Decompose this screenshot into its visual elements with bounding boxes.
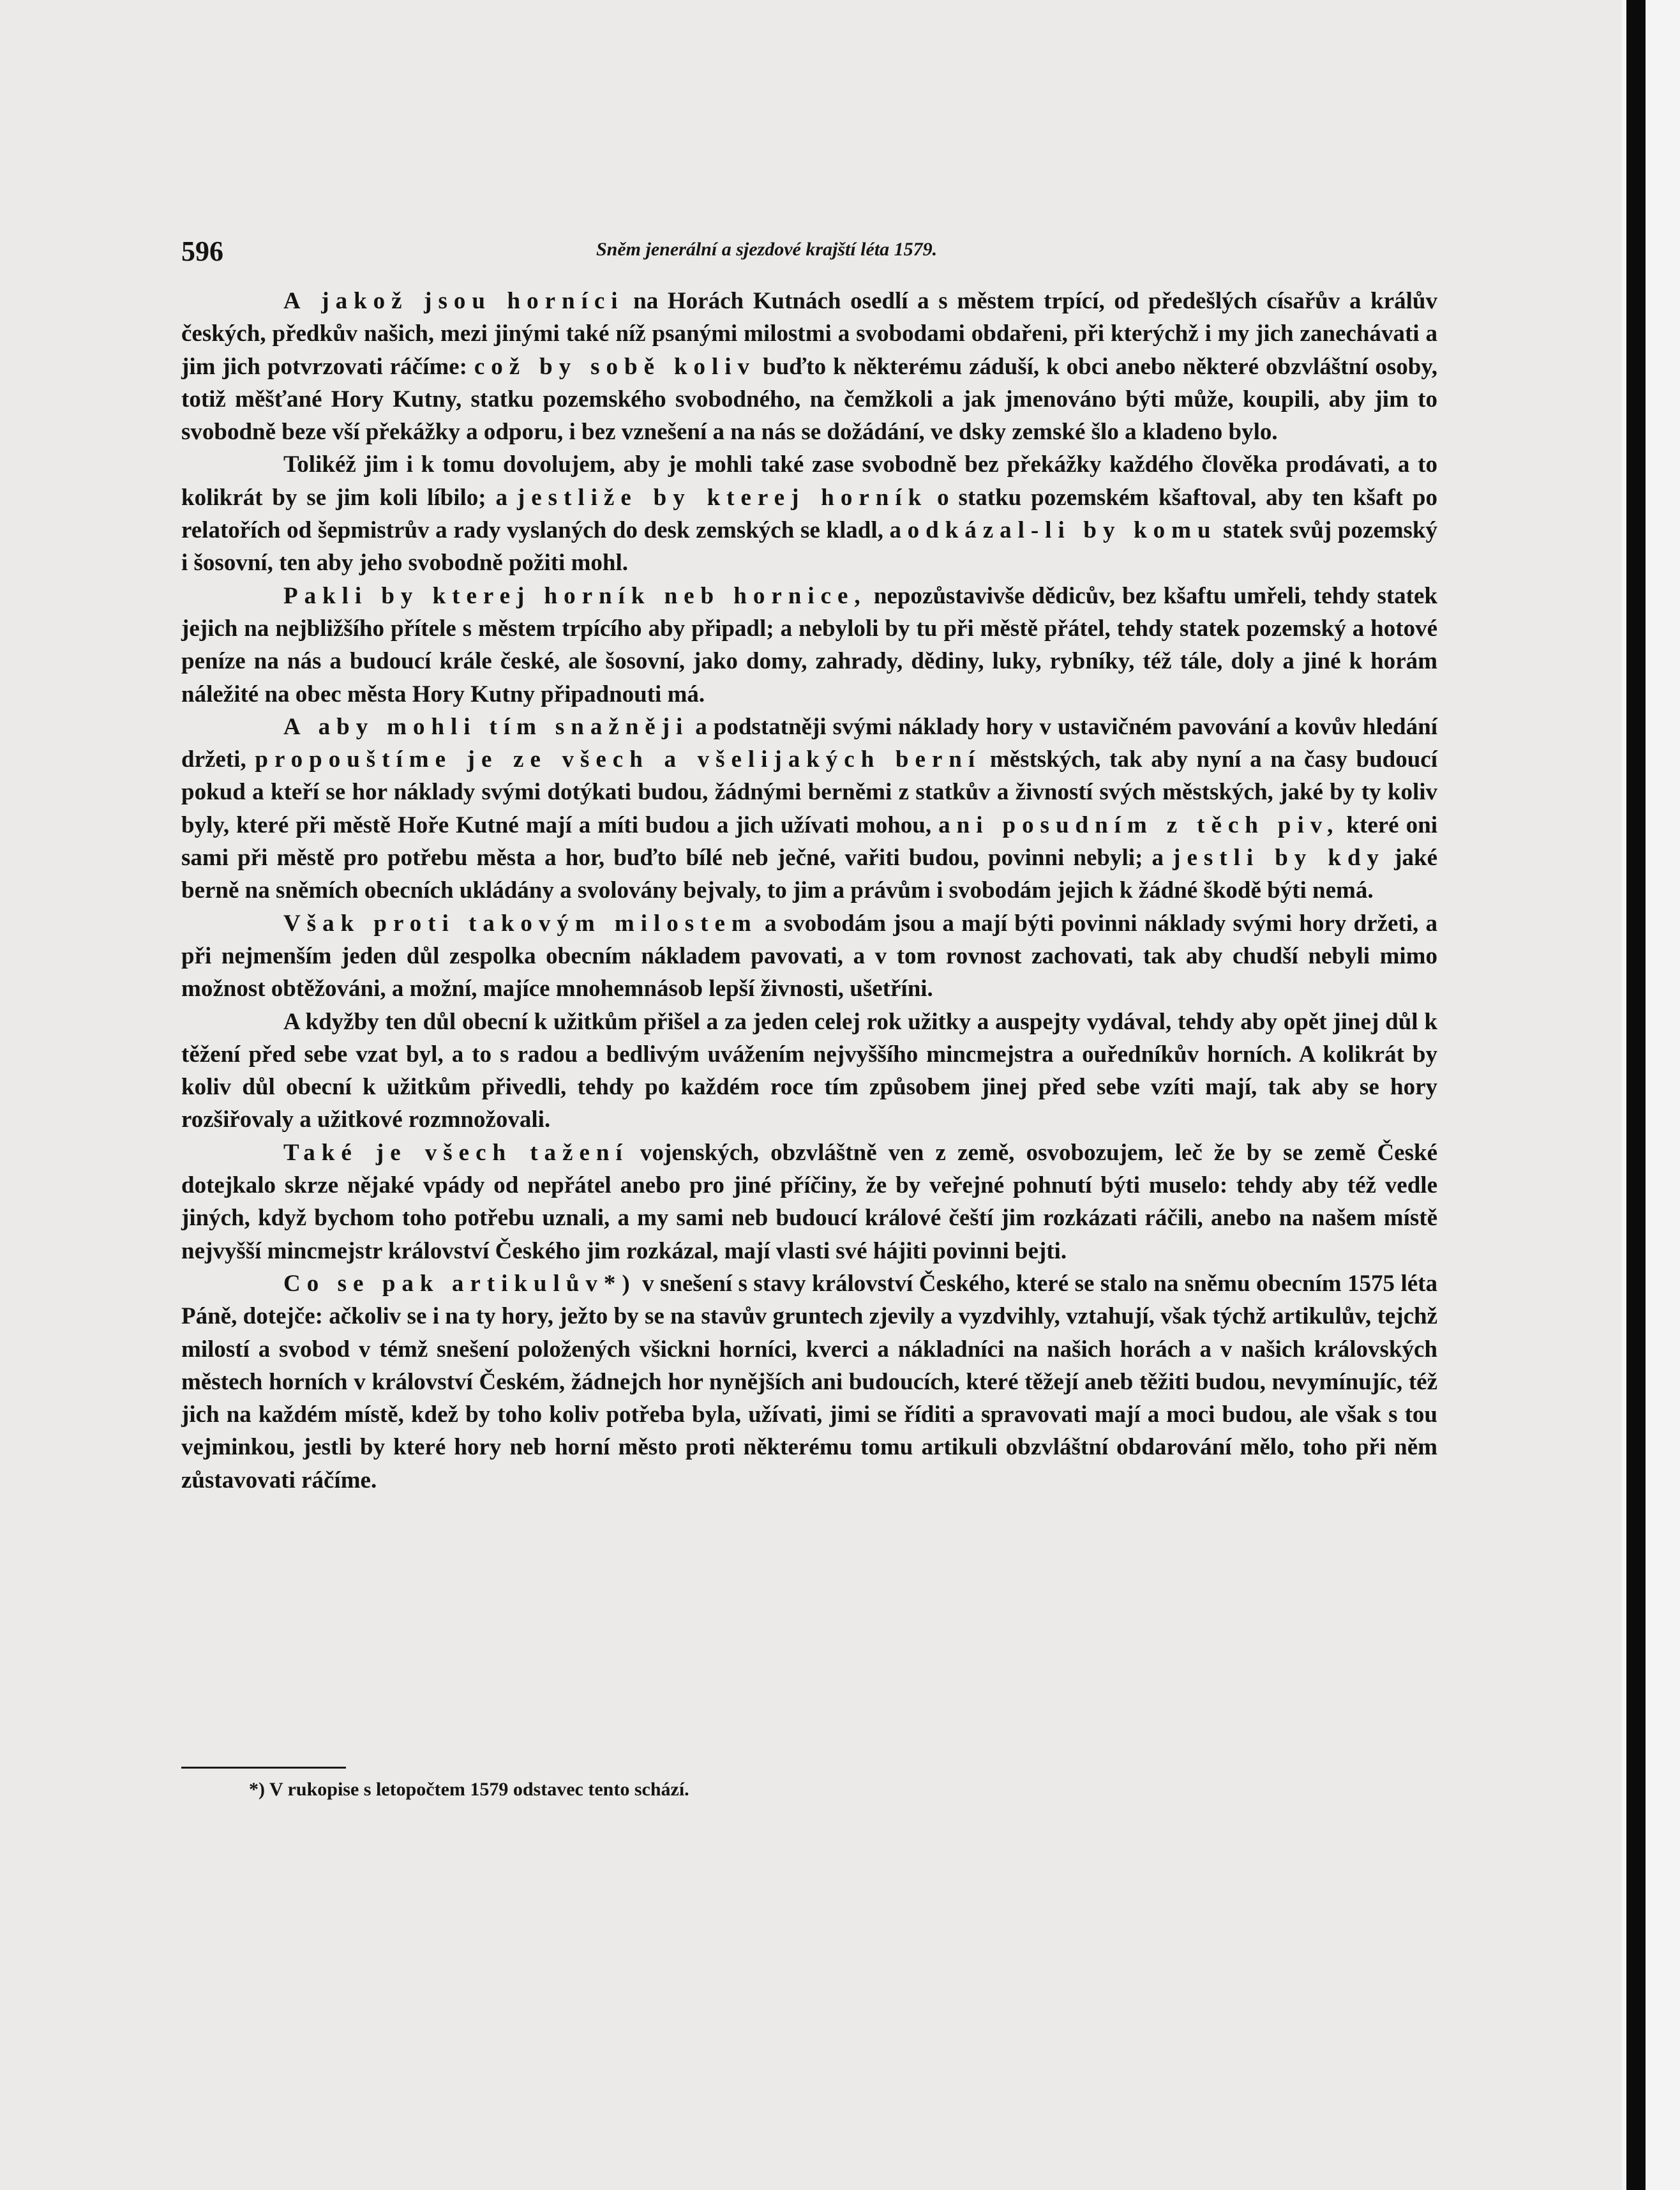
text-run: nepozůstavivše dědicův, bez kšaftu umřeli, tehdy statek jejich na nejbližšího přítele s městem trpícího aby připadl; a nebyloli by tu při městě přátel, tehdy statek pozemský a hotové peníze na nás a budoucí krále české, ale šosovní, jako domy, zahrady, dědiny, luky, rybníky, též tále, doly a jiné k horám náležité na obec města Hory Kutny připadnouti má. <box>181 582 1438 707</box>
text-run: A kdyžby ten důl obecní k užitkům přišel a za jeden celej rok užitky a auspejty vydával, tehdy aby opět jinej důl k těžení před sebe vzat byl, a to s radou a bedlivým uvážením nejvyššího mincmejstra a ouředníkův horních. A kolikrát by koliv důl obecní k užitkům přivedli, tehdy po každém roce tím způsobem jinej před sebe vzíti mají, tak aby se hory rozšiřovaly a užitkové rozmnožovali. <box>181 1008 1437 1133</box>
running-head: Sněm jenerální a sjezdové krajští léta 1579. <box>596 239 938 260</box>
spaced-phrase: A aby mohli tím snažněji <box>283 713 689 740</box>
text-run: a svobodám jsou a mají býti povinni náklady svými hory držeti, a při nejmenším jeden důl zespolka obecním nákladem pavovati, a v tom rovnost zachovati, tak aby chudší nebyli mimo možnost obtěžováni, a možní, majíce mnohemnásob lepší živnosti, ušetříni. <box>181 910 1437 1002</box>
spaced-phrase: ani posudním z těch piv, <box>938 812 1340 838</box>
footnote-rule <box>181 1767 346 1769</box>
paragraph <box>181 711 1437 907</box>
spaced-phrase: propouštíme je ze všech a všelijakých berní <box>255 746 982 773</box>
spaced-phrase: odkázal-li by komu <box>907 517 1217 544</box>
paragraph <box>181 907 1437 1006</box>
text-run: městských, tak aby nyní a na časy budoucí pokud a kteří se hor náklady svými dotýkati budou, žádnými berněmi z statkův a živností svých městských, jaké by ty koliv byly, které při městě Hoře Kutné mají a míti budou a jich užívati mohou, <box>181 746 1438 838</box>
footnote: *) V rukopise s letopočtem 1579 odstavec tento schází. <box>249 1779 689 1800</box>
paragraph <box>181 448 1437 579</box>
page-header <box>181 235 1053 273</box>
text-run: vojenských, obzvláštně ven z země, osvobozujem, leč že by se země České dotejkalo skrze nějaké vpády od nepřátel anebo pro jiné příčiny, že by veřejné pohnutí býti muselo: tehdy aby též vedle jiných, když bychom toho potřebu uznali, a my sami neb budoucí králové čeští jim rozkázati ráčili, anebo na našem místě nejvyšší mincmejstr království Českého jim rozkázal, mají vlasti své hájiti povinni bejti. <box>181 1139 1437 1264</box>
paragraph <box>181 1137 1437 1267</box>
paragraph <box>181 1267 1437 1497</box>
text-run: Tolikéž jim i k tomu dovolujem, aby je mohli také zase svobodně bez překážky každého člověka prodávati, a to kolikrát by se jim koli líbilo; a <box>181 451 1437 511</box>
body-text <box>181 285 1437 1497</box>
text-run: buďto k některému záduší, k obci anebo některé obzvláštní osoby, totiž měšťané Hory Kutny, statku pozemského svobodného, na čemžkoli a jak jmenováno býti může, koupili, aby jim to svobodně beze vší překážky a odporu, i bez vznešení a na nás se dožádání, ve dsky zemské šlo a kladeno bylo. <box>181 353 1438 446</box>
spaced-phrase: Pakli by kterej horník neb hornice, <box>283 582 867 609</box>
text-run: statek svůj pozemský i šosovní, ten aby jeho svobodně požiti mohl. <box>181 517 1437 577</box>
paragraph <box>181 580 1437 711</box>
text-run: které oni sami při městě pro potřebu města a hor, buďto bílé neb ječné, vařiti budou, povinni nebyli; a <box>181 812 1437 872</box>
text-run: jaké berně na sněmích obecních ukládány a svolovány bejvaly, to jim a právům i svobodám jejich k žádné škodě býti nemá. <box>181 845 1437 904</box>
text-run: a podstatněji svými náklady hory v ustavičném pavování a kovův hledání držeti, <box>181 713 1437 773</box>
text-run: v snešení s stavy království Českého, které se stalo na sněmu obecním 1575 léta Páně, dotejče: ačkoliv se i na ty hory, ježto by se na stavův gruntech zjevily a vyzdvihly, vztahují, však týchž artikulův, tejchž milostí a svobod v témž snešení položených všickni horníci, kverci a nákladníci na našich horách a v našich královských městech horních v království Českém, žádnejch hor nynějších ani budoucích, které těžejí aneb těžiti budou, nevymínujíc, též jich na každém místě, kdež by toho koliv potřeba byla, užívati, jimi se říditi a spravovati mají a moci budou, ale však s tou vejminkou, jestli by které hory neb horní město proti některému tomu artikuli obzvláštní obdarování mělo, toho při něm zůstavovati ráčíme. <box>181 1270 1437 1493</box>
page-number: 596 <box>181 236 223 267</box>
spaced-phrase: Také je všech tažení <box>283 1139 629 1166</box>
spaced-phrase: A jakož jsou horníci <box>283 288 624 314</box>
spaced-phrase: Co se pak artikulův*) <box>283 1270 636 1297</box>
spaced-phrase: což by sobě koliv <box>474 353 756 380</box>
text-run: na Horách Kutnách osedlí a s městem trpící, od předešlých císařův a králův českých, předkův našich, mezi jinými také níž psanými milostmi a svobodami obdařeni, při kterýchž i my jich zanechávati a jim jich potvrzovati ráčíme: <box>181 288 1437 380</box>
paragraph <box>181 285 1437 448</box>
spaced-phrase: jestli by kdy <box>1173 845 1386 872</box>
spaced-phrase: Však proti takovým milostem <box>283 910 758 937</box>
paragraph <box>181 1006 1437 1137</box>
text-run: o statku pozemském kšaftoval, aby ten kšaft po relatořích od šepmistrův a rady vyslaných do desk zemských se kladl, a <box>181 484 1438 544</box>
spaced-phrase: jestliže by kterej horník <box>516 484 928 511</box>
scan-border <box>1626 0 1646 2190</box>
